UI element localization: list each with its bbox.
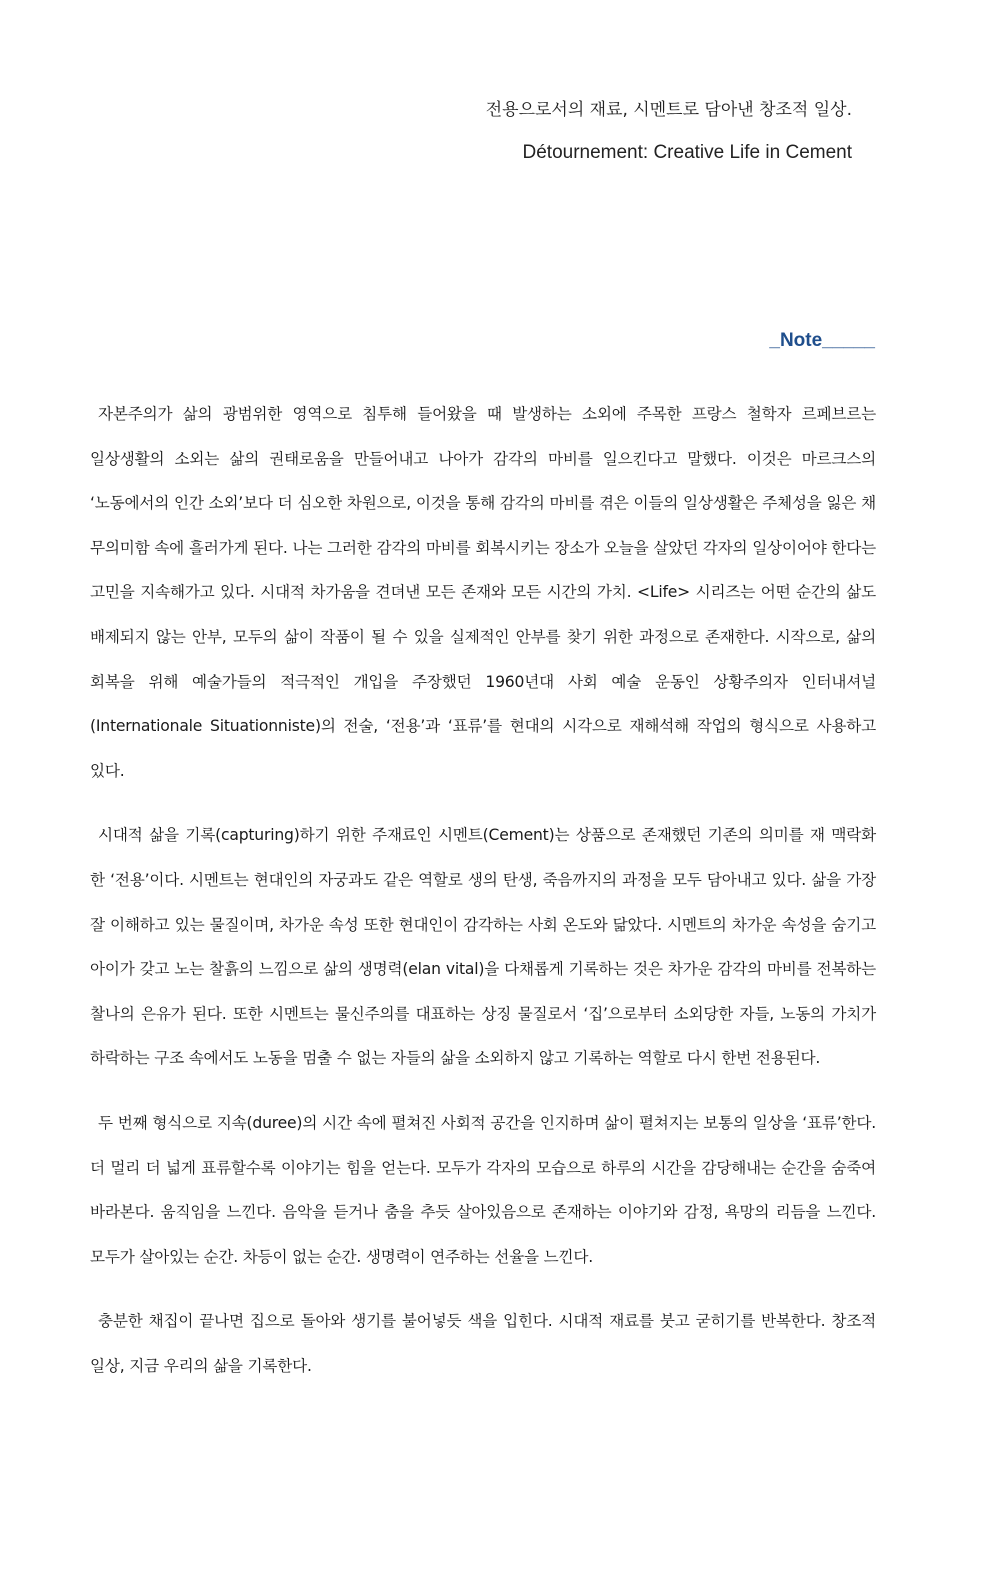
body-text [90, 392, 876, 1408]
paragraph-2: 시대적 삶을 기록(capturing)하기 위한 주재료인 시멘트(Cement)는 상품으로 존재했던 기존의 의미를 재 맥락화 한 ‘전용’이다. 시멘트는 현대인의 자궁과도 같은 역할로 생의 탄생, 죽음까지의 과정을 모두 담아내고 있다. 삶을 가장 잘 이해하고 있는 물질이며, 차가운 속성 또한 현대인이 감각하는 사회 온도와 닮았다. 시멘트의 차가운 속성을 숨기고 아이가 갖고 노는 찰흙의 느낌으로 삶의 생명력(elan vital)을 다채롭게 기록하는 것은 차가운 감각의 마비를 전복하는 찰나의 은유가 된다. 또한 시멘트는 물신주의를 대표하는 상징 물질로서 ‘집’으로부터 소외당한 자들, 노동의 가치가 하락하는 구조 속에서도 노동을 멈출 수 없는 자들의 삶을 소외하지 않고 기록하는 역할로 다시 한번 전용된다. [90, 826, 876, 1068]
paragraph-4: 충분한 채집이 끝나면 집으로 돌아와 생기를 불어넣듯 색을 입힌다. 시대적 재료를 붓고 굳히기를 반복한다. 창조적 일상, 지금 우리의 삶을 기록한다. [90, 1312, 876, 1375]
note-label: _Note_____ [769, 330, 875, 351]
title-korean: 전용으로서의 재료, 시멘트로 담아낸 창조적 일상. [485, 100, 852, 120]
title-block [486, 98, 852, 166]
title-english: Détournement: Creative Life in Cement [522, 142, 852, 163]
paragraph-1: 자본주의가 삶의 광범위한 영역으로 침투해 들어왔을 때 발생하는 소외에 주목한 프랑스 철학자 르페브르는 일상생활의 소외는 삶의 권태로움을 만들어내고 나아가 감각의 마비를 일으킨다고 말했다. 이것은 마르크스의 ‘노동에서의 인간 소외’보다 더 심오한 차원으로, 이것을 통해 감각의 마비를 겪은 이들의 일상생활은 주체성을 잃은 채 무의미함 속에 흘러가게 된다. 나는 그러한 감각의 마비를 회복시키는 장소가 오늘을 살았던 각자의 일상이어야 한다는 고민을 지속해가고 있다. 시대적 차가움을 견뎌낸 모든 존재와 모든 시간의 가치. <Life> 시리즈는 어떤 순간의 삶도 배제되지 않는 안부, 모두의 삶이 작품이 될 수 있을 실제적인 안부를 찾기 위한 과정으로 존재한다. 시작으로, 삶의 회복을 위해 예술가들의 적극적인 개입을 주장했던 1960년대 사회 예술 운동인 상황주의자 인터내셔널(Internationale Situationniste)의 전술, ‘전용’과 ‘표류’를 현대의 시각으로 재해석해 작업의 형식으로 사용하고 있다. [90, 405, 876, 780]
paragraph-3: 두 번째 형식으로 지속(duree)의 시간 속에 펼쳐진 사회적 공간을 인지하며 삶이 펼쳐지는 보통의 일상을 ‘표류’한다. 더 멀리 더 넓게 표류할수록 이야기는 힘을 얻는다. 모두가 각자의 모습으로 하루의 시간을 감당해내는 순간을 숨죽여 바라본다. 움직임을 느낀다. 음악을 듣거나 춤을 추듯 살아있음으로 존재하는 이야기와 감정, 욕망의 리듬을 느낀다. 모두가 살아있는 순간. 차등이 없는 순간. 생명력이 연주하는 선율을 느낀다. [90, 1113, 876, 1266]
